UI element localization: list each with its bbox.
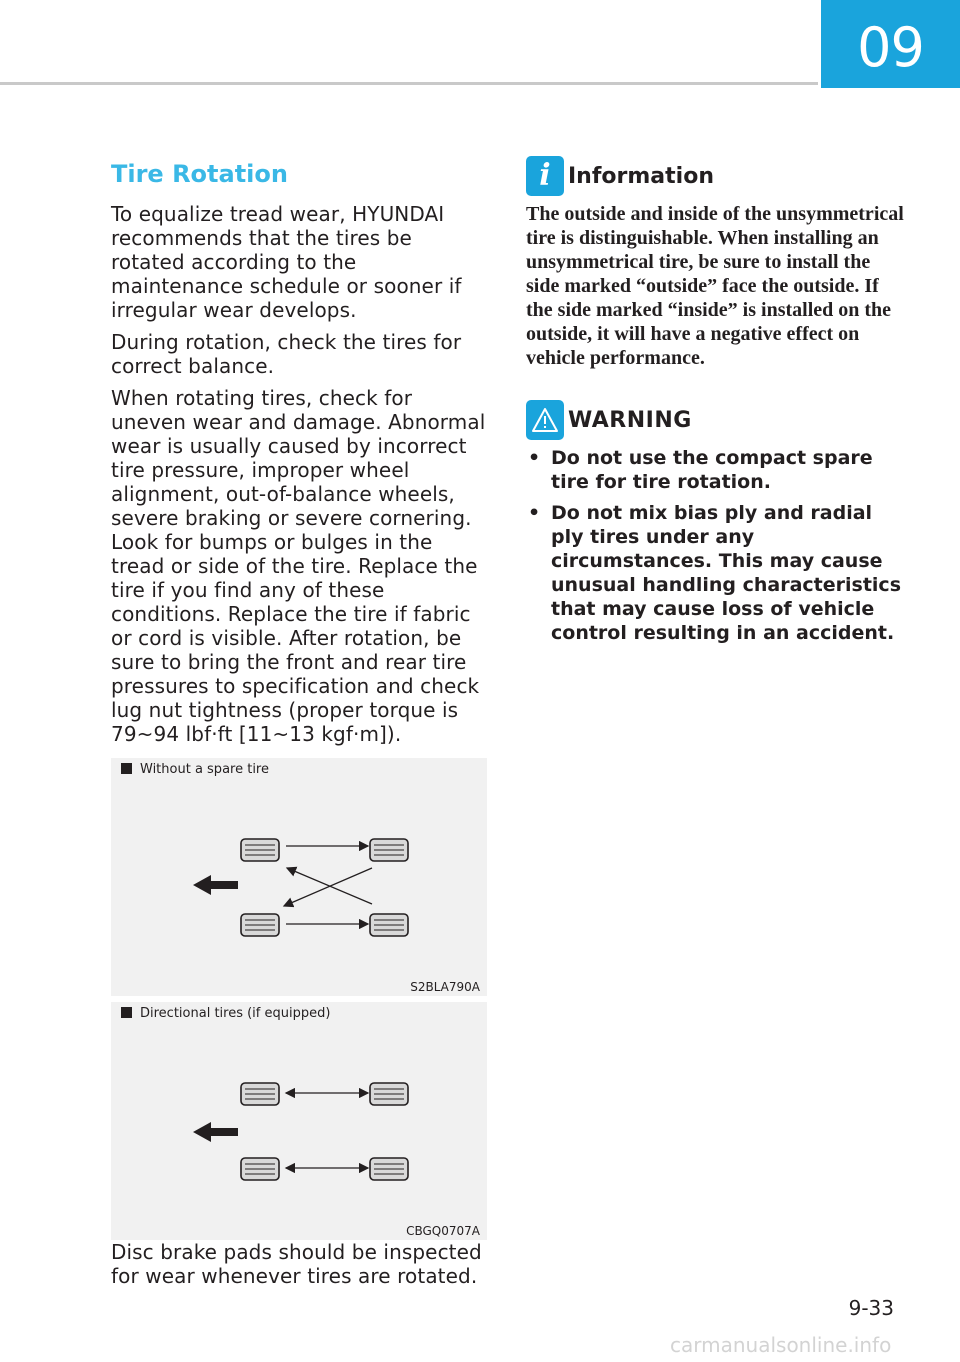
rear-right-tire-icon [370,914,408,936]
front-left-tire-icon [241,1083,279,1105]
paragraph-2: During rotation, check the tires for correct balance. [111,330,462,378]
information-header [526,156,906,196]
rear-left-tire-icon [241,914,279,936]
figure-directional [111,1002,487,1240]
rotation-diagram-directional [111,1002,487,1240]
figure-without-spare [111,758,487,996]
warning-title: WARNING [568,407,692,433]
section-title: Tire Rotation [111,160,288,188]
warning-item: • Do not use the compact spare tire for tire rotation. [526,446,906,494]
chapter-tab: 09 [821,0,960,88]
warning-block [526,400,906,645]
figure-caption: Directional tires (if equipped) [121,1006,330,1021]
forward-arrow-icon [193,1122,238,1142]
rear-left-tire-icon [241,1158,279,1180]
rear-right-tire-icon [370,1158,408,1180]
forward-arrow-icon [193,875,238,895]
information-title: Information [568,163,714,189]
watermark: carmanualsonline.info [670,1333,892,1357]
figure-code: S2BLA790A [410,980,480,994]
paragraph-1: To equalize tread wear, HYUNDAI recommends that the tires be rotated according to the maintenance schedule or sooner if irregular wear develops. [111,202,462,322]
page-number: 9-33 [848,1296,894,1320]
left-column [111,156,489,1296]
information-icon: i [526,156,564,196]
figure-code: CBGQ0707A [406,1224,480,1238]
front-right-tire-icon [370,839,408,861]
front-left-tire-icon [241,839,279,861]
header-rule [0,82,818,85]
front-right-tire-icon [370,1083,408,1105]
closing-paragraph: Disc brake pads should be inspected for wear whenever tires are rotated. [111,1240,482,1288]
warning-header [526,400,906,440]
warning-item: • Do not mix bias ply and radial ply tires under any circumstances. This may cause unusual handling characteristics that may cause loss of vehicle control resulting in an accident. [526,501,906,645]
warning-list [526,446,906,645]
rotation-diagram-x [111,758,487,996]
right-column [526,156,906,652]
information-text: The outside and inside of the unsymmetrical tire is distinguishable. When installing an unsymmetrical tire, be sure to install the side marked “outside” face the outside. If the side marked “inside” is installed on the outside, it will have a negative effect on vehicle performance. [526,203,904,369]
figure-caption: Without a spare tire [121,762,269,777]
warning-icon [526,400,564,440]
paragraph-3: When rotating tires, check for uneven wear and damage. Abnormal wear is usually caused by incorrect tire pressure, improper wheel alignment, out-of-balance wheels, severe braking or severe cornering. Look for bumps or bulges in the tread or side of the tire. Replace the tire if you find any of these conditions. Replace the tire if fabric or cord is visible. After rotation, be sure to bring the front and rear tire pressures to specification and check lug nut tightness (proper torque is 79~94 lbf·ft [11~13 kgf·m]). [111,386,486,746]
